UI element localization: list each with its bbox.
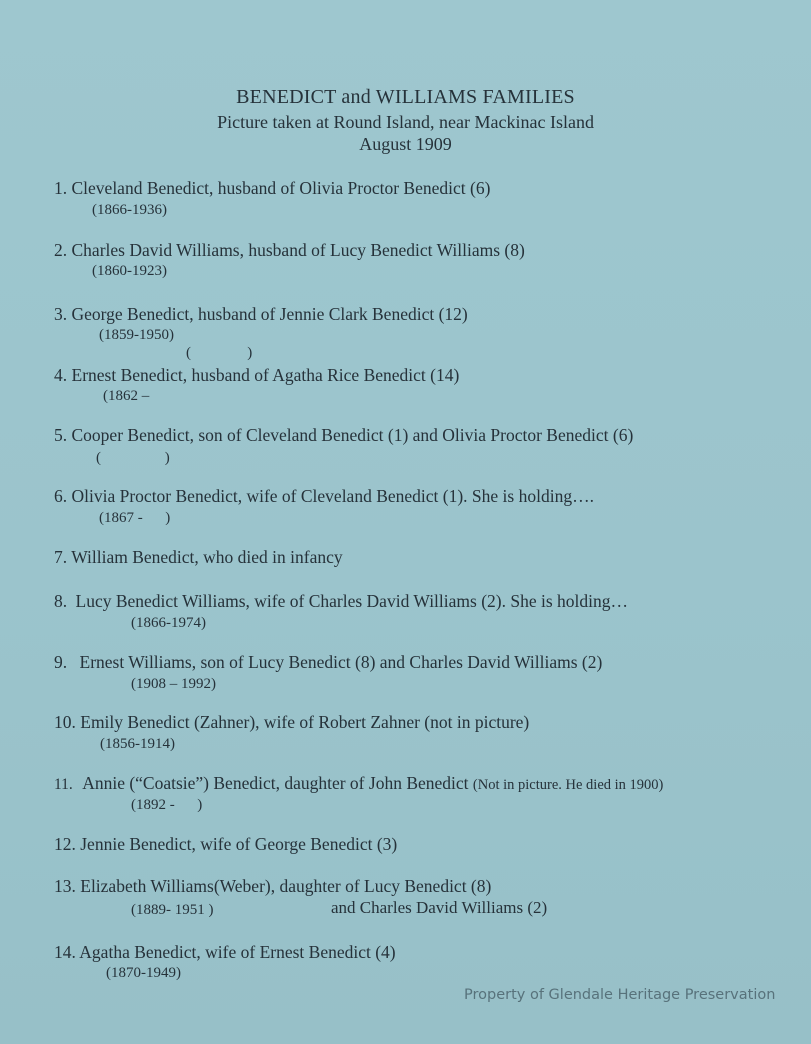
item-text: Emily Benedict (Zahner), wife of Robert Zahner (not in picture) [80, 712, 530, 732]
item-number: 12. [54, 834, 76, 854]
item-number: 9. [54, 652, 68, 672]
item-text: Ernest Williams, son of Lucy Benedict (8) and Charles David Williams (2) [79, 652, 603, 672]
item-text: Jennie Benedict, wife of George Benedict (3) [80, 834, 398, 854]
document-date: August 1909 [359, 134, 452, 154]
item-dates: (1859-1950) [99, 327, 174, 343]
item-number: 7. [54, 547, 68, 567]
item-text: Annie (“Coatsie”) Benedict, daughter of John Benedict [82, 773, 469, 793]
item-text: George Benedict, husband of Jennie Clark Benedict (12) [71, 304, 468, 324]
document-subtitle: Picture taken at Round Island, near Mackinac Island [217, 112, 594, 132]
list-item [54, 773, 663, 794]
item-dates: (1908 – 1992) [131, 676, 216, 692]
item-text: Elizabeth Williams(Weber), daughter of Lucy Benedict (8) [80, 876, 492, 896]
item-text: Agatha Benedict, wife of Ernest Benedict (4) [79, 942, 396, 962]
list-item [54, 178, 490, 199]
item-dates: (1862 – [103, 388, 150, 404]
item-number: 1. [54, 178, 68, 198]
list-item [54, 486, 594, 507]
item-text: Olivia Proctor Benedict, wife of Cleveland Benedict (1). She is holding…. [71, 486, 594, 506]
list-item [54, 942, 396, 963]
item-dates: (1856-1914) [100, 736, 175, 752]
watermark-text: Property of Glendale Heritage Preservation [464, 987, 776, 1003]
item-number: 4. [54, 365, 68, 385]
item-number: 8. [54, 591, 68, 611]
list-item [54, 652, 602, 673]
list-item [54, 365, 459, 386]
item-dates: (1870-1949) [106, 965, 181, 981]
item-continuation: and Charles David Williams (2) [331, 898, 548, 917]
list-item [54, 547, 343, 568]
item-text: Lucy Benedict Williams, wife of Charles David Williams (2). She is holding… [75, 591, 629, 611]
item-number: 13. [54, 876, 76, 896]
item-dates: (1892 - ) [131, 797, 203, 813]
item-text: William Benedict, who died in infancy [71, 547, 343, 567]
list-item [54, 712, 529, 733]
item-dates: (1889- 1951 ) [131, 902, 214, 918]
list-item [54, 591, 628, 612]
item-number: 14. [54, 942, 76, 962]
item-number: 6. [54, 486, 68, 506]
item-dates: (1866-1936) [92, 202, 167, 218]
item-text: Cleveland Benedict, husband of Olivia Proctor Benedict (6) [71, 178, 491, 198]
item-dates: (1860-1923) [92, 263, 167, 279]
item-number: 2. [54, 240, 68, 260]
list-item [54, 425, 633, 446]
item-number: 5. [54, 425, 68, 445]
list-item [54, 304, 468, 325]
item-number: 3. [54, 304, 68, 324]
item-text: Ernest Benedict, husband of Agatha Rice Benedict (14) [71, 365, 460, 385]
list-item [54, 834, 397, 855]
item-dates: (1866-1974) [131, 615, 206, 631]
item-dates: ( ) [96, 450, 170, 466]
item-number: 11. [54, 776, 73, 793]
item-note: (Not in picture. He died in 1900) [472, 777, 664, 793]
item-text: Charles David Williams, husband of Lucy Benedict Williams (8) [71, 240, 525, 260]
item-number: 10. [54, 712, 76, 732]
item-dates: (1867 - ) [99, 510, 171, 526]
list-item [54, 876, 491, 897]
item-blank-dates: ( ) [186, 345, 253, 361]
item-text: Cooper Benedict, son of Cleveland Benedict (1) and Olivia Proctor Benedict (6) [71, 425, 634, 445]
document-title: BENEDICT and WILLIAMS FAMILIES [236, 86, 575, 108]
list-item [54, 240, 525, 261]
